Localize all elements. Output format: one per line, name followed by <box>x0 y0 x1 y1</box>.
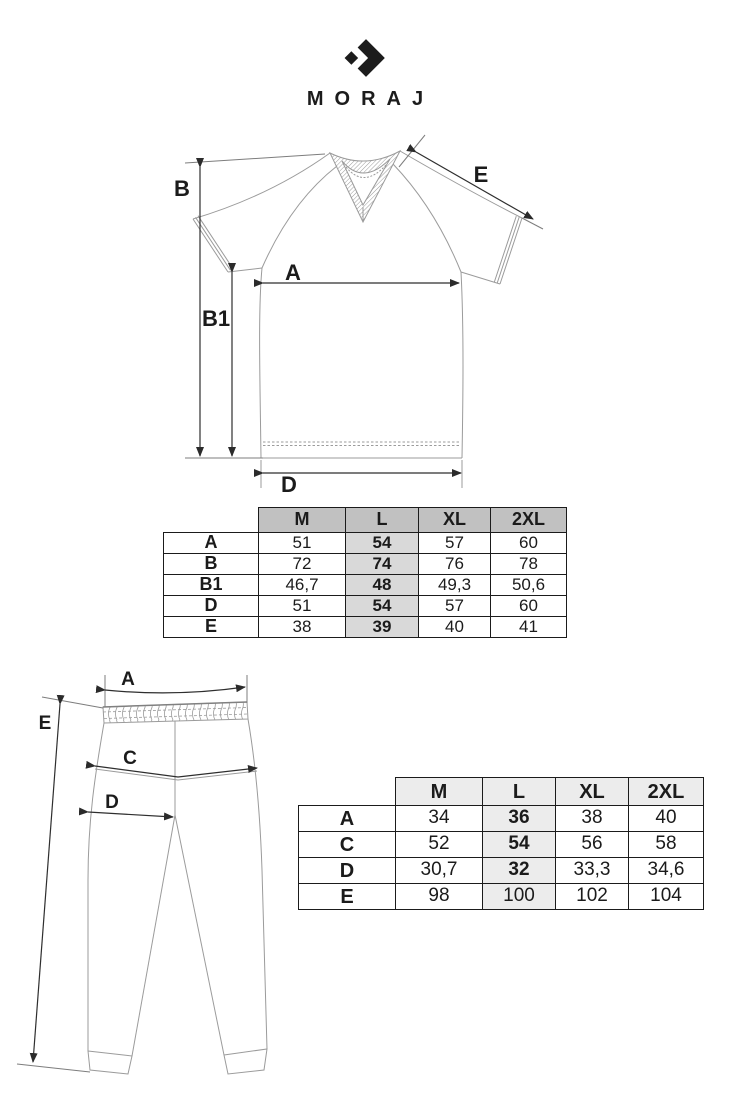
row-label: A <box>299 806 396 832</box>
moraj-chevron-icon <box>343 36 389 80</box>
right-underarm <box>461 272 500 284</box>
row-label: B <box>164 554 259 575</box>
size-value: 46,7 <box>259 575 346 596</box>
table-header-row <box>164 508 567 533</box>
table-row <box>299 806 704 832</box>
column-header: XL <box>419 508 491 533</box>
table-row <box>164 533 567 554</box>
column-header: L <box>483 778 556 806</box>
shirt-label-d: D <box>281 472 297 495</box>
table-row <box>164 575 567 596</box>
size-value: 60 <box>491 596 567 617</box>
measure-c-line <box>95 766 257 777</box>
right-cuff-trim <box>494 216 519 283</box>
size-value: 50,6 <box>491 575 567 596</box>
table-row <box>164 596 567 617</box>
right-sleeve-top <box>400 151 522 218</box>
left-leg-cuff <box>88 1051 132 1074</box>
column-header: 2XL <box>491 508 567 533</box>
e-bottom-extension <box>17 1064 90 1072</box>
body-right-edge <box>461 272 463 458</box>
table-row <box>164 617 567 638</box>
row-label: B1 <box>164 575 259 596</box>
left-raglan-seam <box>262 166 337 268</box>
shirt-size-table <box>163 507 567 638</box>
size-value: 48 <box>346 575 419 596</box>
size-value: 34,6 <box>629 858 704 884</box>
size-value: 40 <box>419 617 491 638</box>
shirt-label-b: B <box>174 176 190 201</box>
table-row <box>299 884 704 910</box>
pants-size-table <box>298 777 704 910</box>
right-sleeve-cuff <box>500 218 522 284</box>
size-value: 57 <box>419 533 491 554</box>
table-row <box>299 858 704 884</box>
pants-extension-lines <box>17 675 247 1072</box>
e-top-extension <box>399 135 425 167</box>
right-inseam <box>175 815 224 1055</box>
b-top-extension <box>185 154 325 163</box>
size-value: 52 <box>396 832 483 858</box>
pants-dimension-lines <box>33 687 257 1062</box>
column-header: 2XL <box>629 778 704 806</box>
size-value: 78 <box>491 554 567 575</box>
measure-d-line <box>88 812 173 817</box>
size-value: 102 <box>556 884 629 910</box>
shirt-label-b1: B1 <box>201 306 231 331</box>
size-value: 98 <box>396 884 483 910</box>
size-value: 51 <box>259 596 346 617</box>
row-label: E <box>299 884 396 910</box>
e-bottom-extension <box>522 218 543 229</box>
size-value: 38 <box>556 806 629 832</box>
size-value: 38 <box>259 617 346 638</box>
left-sleeve-top <box>193 153 330 219</box>
e-top-extension <box>42 697 103 708</box>
row-label: D <box>164 596 259 617</box>
size-value: 76 <box>419 554 491 575</box>
blank-cell <box>299 778 396 806</box>
size-value: 58 <box>629 832 704 858</box>
table-row <box>299 832 704 858</box>
pants-label-d: D <box>105 792 119 813</box>
tshirt-outline <box>193 151 522 488</box>
size-value: 54 <box>346 596 419 617</box>
size-value: 51 <box>259 533 346 554</box>
shirt-label-e: E <box>473 162 489 187</box>
size-value: 34 <box>396 806 483 832</box>
size-value: 56 <box>556 832 629 858</box>
size-value: 39 <box>346 617 419 638</box>
size-value: 100 <box>483 884 556 910</box>
hem-stitching <box>263 442 460 446</box>
size-value: 54 <box>346 533 419 554</box>
tshirt-diagram <box>75 130 550 495</box>
row-label: A <box>164 533 259 554</box>
brand-name: MORAJ <box>306 88 435 110</box>
size-value: 74 <box>346 554 419 575</box>
pants-outline <box>88 702 267 1074</box>
size-value: 57 <box>419 596 491 617</box>
shirt-label-a: A <box>285 260 301 285</box>
left-sleeve-cuff <box>193 219 228 272</box>
row-label: E <box>164 617 259 638</box>
pants-label-c: C <box>123 748 137 769</box>
blank-cell <box>164 508 259 533</box>
right-leg-cuff <box>224 1049 267 1074</box>
size-value: 54 <box>483 832 556 858</box>
size-value: 40 <box>629 806 704 832</box>
size-value: 60 <box>491 533 567 554</box>
row-label: D <box>299 858 396 884</box>
column-header: M <box>259 508 346 533</box>
column-header: L <box>346 508 419 533</box>
left-inseam <box>132 815 175 1056</box>
pants-diagram <box>15 660 275 1090</box>
table-header-row <box>299 778 704 806</box>
size-value: 36 <box>483 806 556 832</box>
size-value: 30,7 <box>396 858 483 884</box>
row-label: C <box>299 832 396 858</box>
size-value: 49,3 <box>419 575 491 596</box>
size-value: 72 <box>259 554 346 575</box>
column-header: XL <box>556 778 629 806</box>
size-value: 33,3 <box>556 858 629 884</box>
size-value: 32 <box>483 858 556 884</box>
pants-label-e: E <box>38 713 52 734</box>
vneck-collar-band <box>330 151 400 222</box>
body-left-edge <box>260 268 262 458</box>
column-header: M <box>396 778 483 806</box>
pants-label-a: A <box>121 669 135 690</box>
left-outseam <box>88 723 104 1051</box>
size-value: 104 <box>629 884 704 910</box>
left-cuff-trim <box>196 216 234 271</box>
shirt-extension-lines <box>185 135 543 458</box>
table-row <box>164 554 567 575</box>
measure-e-line <box>33 704 60 1062</box>
size-value: 41 <box>491 617 567 638</box>
